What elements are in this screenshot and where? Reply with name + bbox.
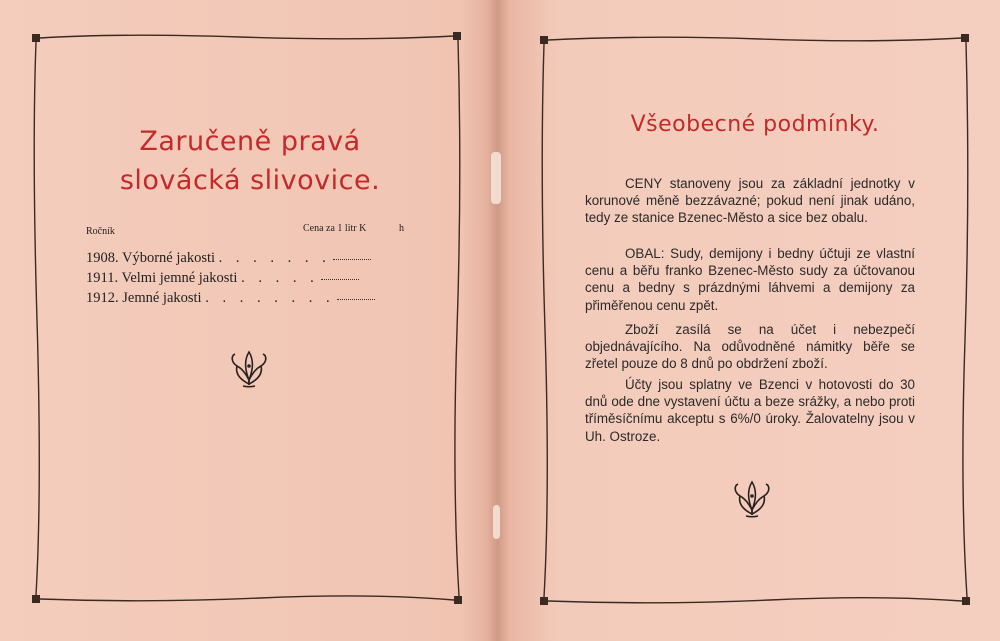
- paragraph-payment: Účty jsou splatny ve Bzenci v hotovosti do 30 dnů ode dne vystavení účtu a beze srážky, a nebo proti tříměsíčnímu akceptu s 6%/0 úroky. Žalovatelny jsou v Uh. Ostroze.: [585, 377, 915, 444]
- paragraph-prices: CENY stanoveny jsou za základní jednotky v korunové měně bezzávazné; pokud není jinak udáno, tedy ze stanice Bzenec-Město a sice bez obalu.: [585, 176, 915, 226]
- price-entry-1911: [86, 270, 359, 287]
- price-blank: [337, 299, 375, 300]
- leader-dots: . . . . . . .: [218, 250, 331, 266]
- entry-year: 1908.: [86, 250, 119, 266]
- price-entry-1912: [86, 290, 375, 307]
- column-header-year: Ročník: [86, 226, 115, 237]
- entry-label: Velmi jemné jakosti: [121, 270, 238, 286]
- price-entry-1908: [86, 250, 371, 267]
- lily-ornament-icon: [227, 346, 271, 390]
- leader-dots: . . . . . . . .: [205, 290, 335, 306]
- entry-year: 1912.: [86, 290, 119, 306]
- price-blank: [333, 259, 371, 260]
- left-page-title-line1: Zaručeně pravá: [139, 126, 361, 157]
- lily-ornament-icon: [730, 476, 774, 520]
- entry-year: 1911.: [86, 270, 119, 286]
- left-page-title-line2: slovácká slivovice.: [119, 165, 381, 196]
- paragraph-packaging: OBAL: Sudy, demijony i bedny účtuji ze vlastní cenu a běřu franko Bzenec-Město sudy za účtovanou cenu a bedny s prázdnými láhvemi a demijony za přiměřenou cenu zpět.: [585, 246, 915, 313]
- price-blank: [321, 279, 359, 280]
- entry-label: Jemné jakosti: [122, 290, 202, 306]
- leader-dots: . . . . .: [241, 270, 319, 286]
- entry-label: Výborné jakosti: [122, 250, 216, 266]
- right-page-title: Všeobecné podmínky.: [630, 112, 880, 137]
- column-header-price-h: h: [399, 223, 404, 234]
- column-header-price: Cena za 1 litr K: [303, 223, 367, 234]
- paragraph-shipping: Zboží zasílá se na účet i nebezpečí objednávajícího. Na odůvodněné námitky běře se zřetel pouze do 8 dnů po obdržení zboží.: [585, 322, 915, 372]
